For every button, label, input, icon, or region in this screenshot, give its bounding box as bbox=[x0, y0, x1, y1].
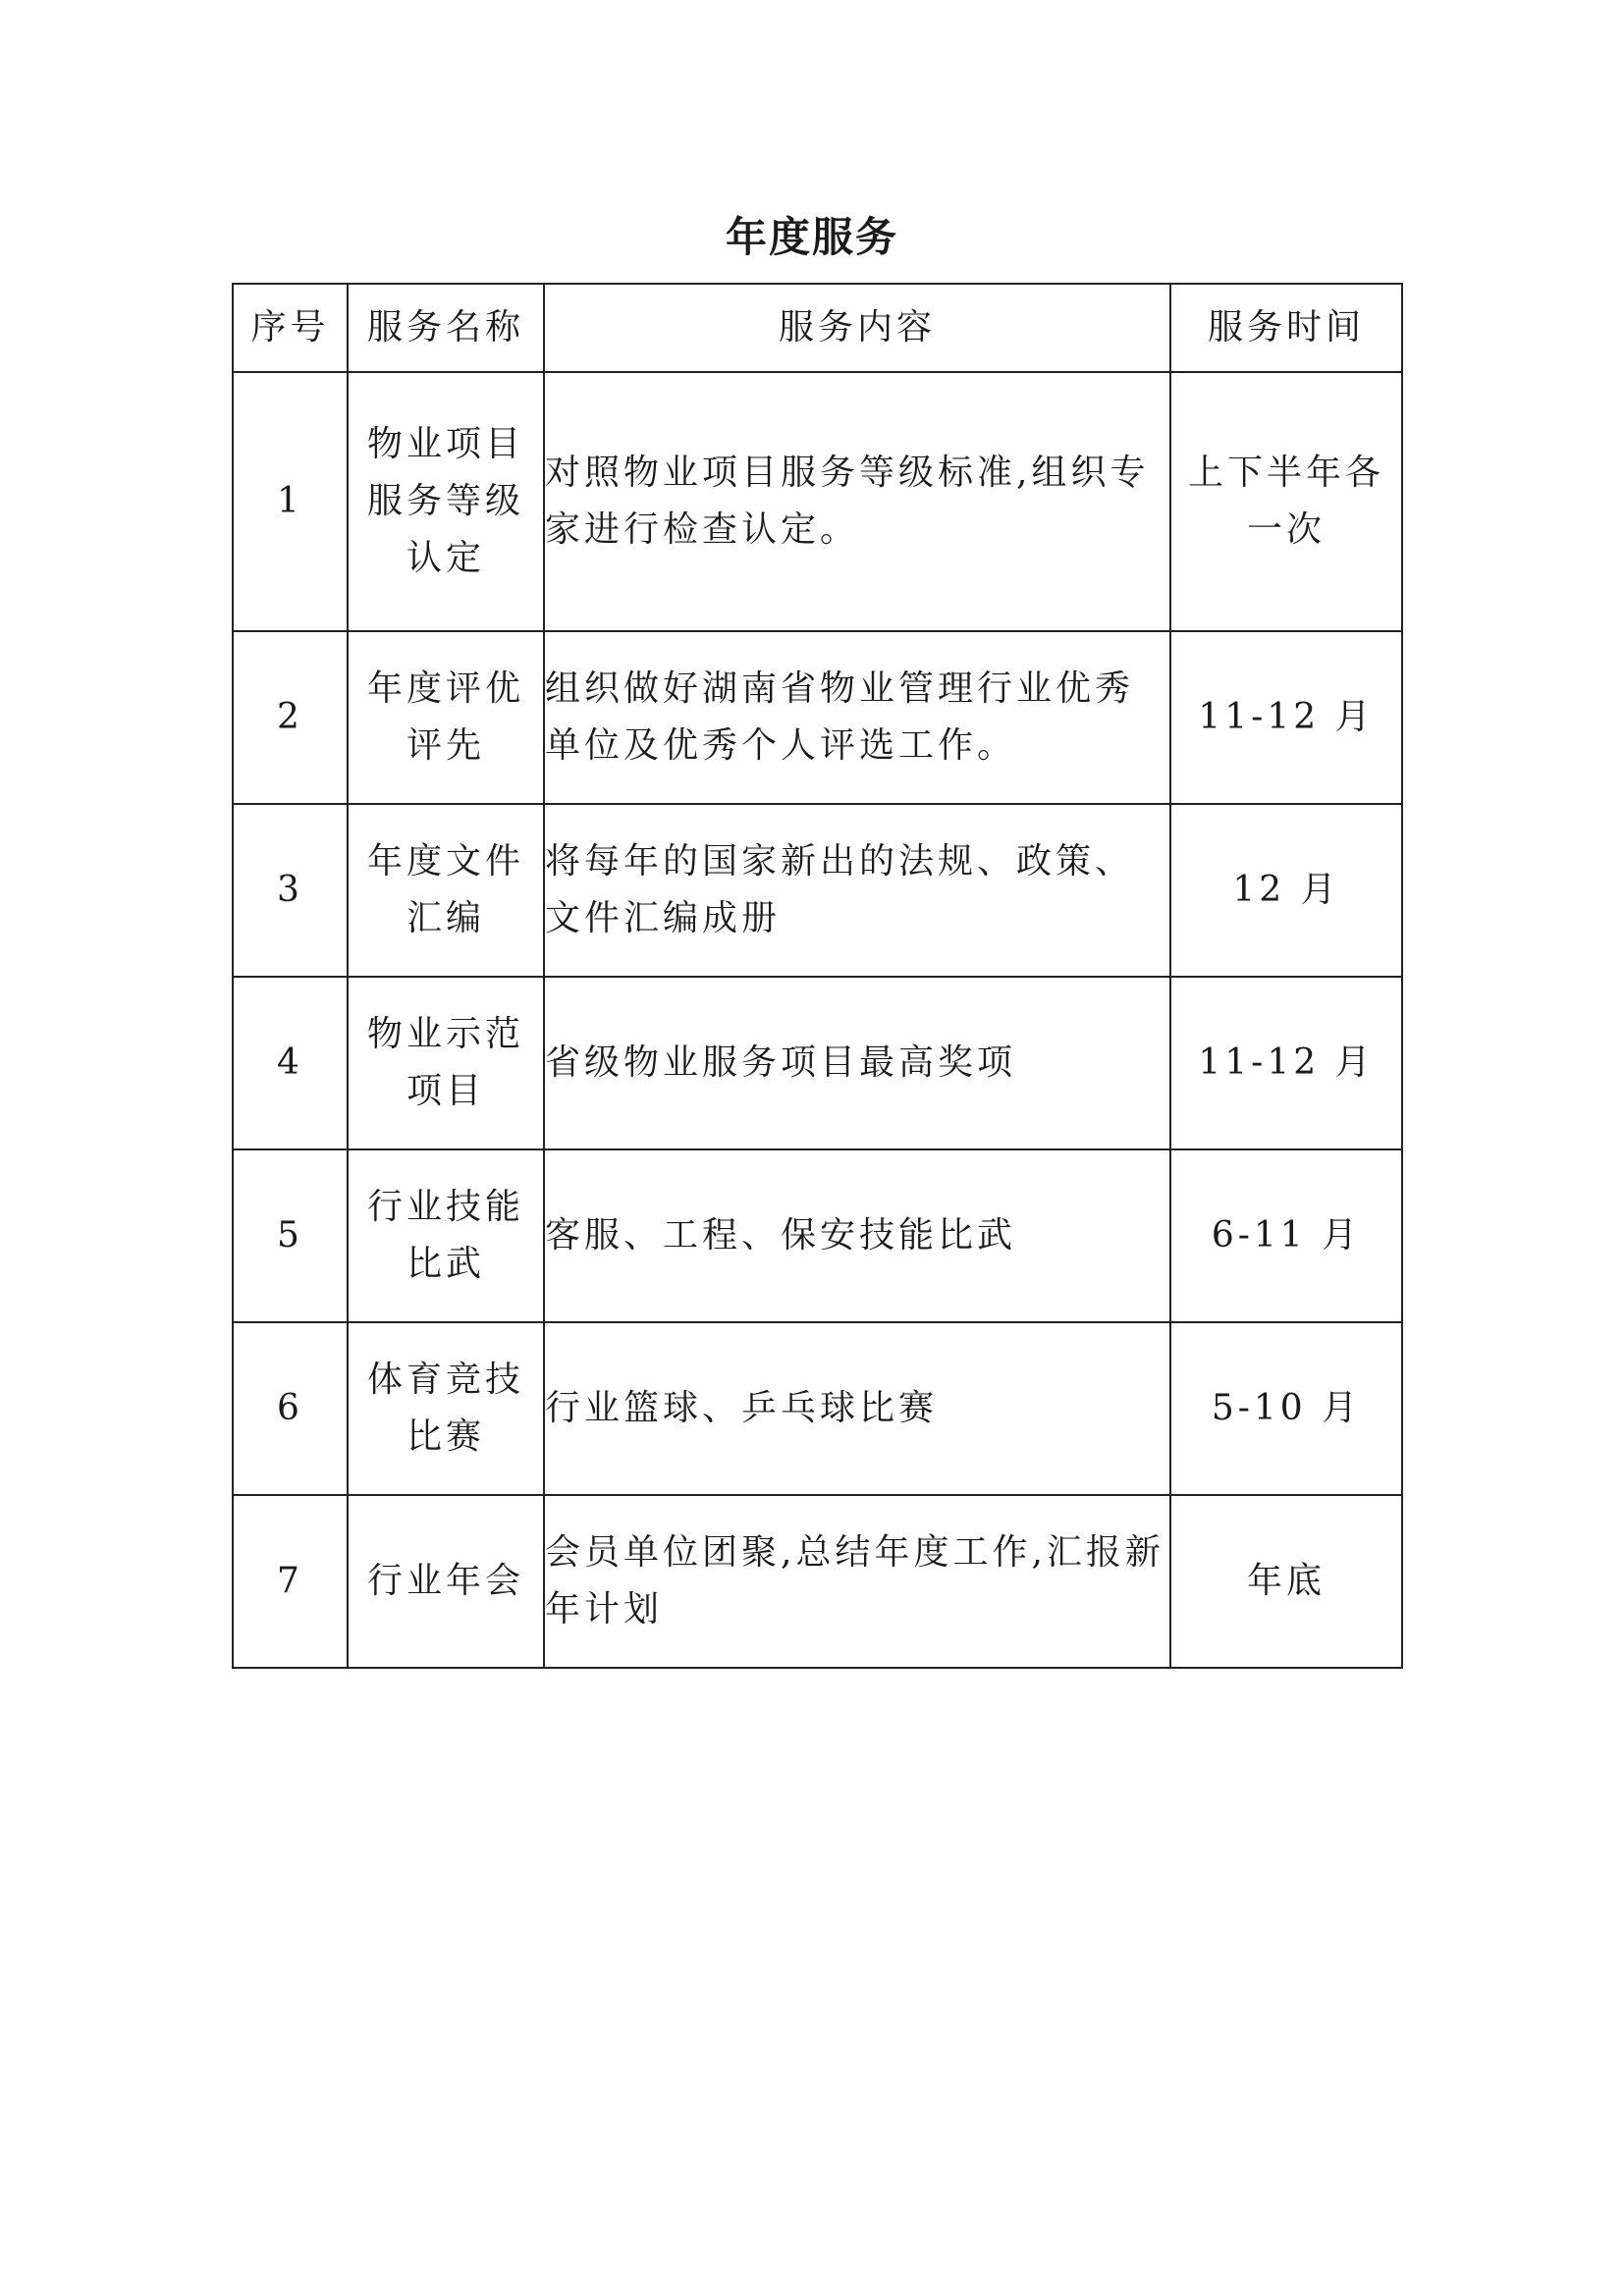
table-header-row bbox=[233, 284, 1402, 372]
row-service-content: 组织做好湖南省物业管理行业优秀单位及优秀个人评选工作。 bbox=[544, 631, 1170, 804]
table-row bbox=[233, 1149, 1402, 1322]
row-no: 5 bbox=[233, 1149, 348, 1322]
table-row bbox=[233, 1322, 1402, 1495]
row-service-time: 5-10 月 bbox=[1170, 1322, 1402, 1495]
table-row bbox=[233, 804, 1402, 977]
row-no: 7 bbox=[233, 1495, 348, 1668]
row-service-content: 客服、工程、保安技能比武 bbox=[544, 1149, 1170, 1322]
header-no: 序号 bbox=[233, 284, 348, 372]
row-service-time: 6-11 月 bbox=[1170, 1149, 1402, 1322]
row-no: 1 bbox=[233, 372, 348, 631]
row-service-name: 行业技能比武 bbox=[348, 1149, 544, 1322]
row-service-time: 11-12 月 bbox=[1170, 631, 1402, 804]
table-row bbox=[233, 1495, 1402, 1668]
row-service-name: 物业示范项目 bbox=[348, 977, 544, 1149]
table-row bbox=[233, 631, 1402, 804]
row-service-time: 12 月 bbox=[1170, 804, 1402, 977]
row-service-name: 年度评优评先 bbox=[348, 631, 544, 804]
row-service-time: 年底 bbox=[1170, 1495, 1402, 1668]
row-no: 6 bbox=[233, 1322, 348, 1495]
header-content: 服务内容 bbox=[544, 284, 1170, 372]
table-row bbox=[233, 372, 1402, 631]
row-service-content: 将每年的国家新出的法规、政策、文件汇编成册 bbox=[544, 804, 1170, 977]
header-name: 服务名称 bbox=[348, 284, 544, 372]
row-service-name: 体育竞技比赛 bbox=[348, 1322, 544, 1495]
annual-service-table bbox=[232, 283, 1403, 1669]
row-service-name: 年度文件汇编 bbox=[348, 804, 544, 977]
row-service-time: 11-12 月 bbox=[1170, 977, 1402, 1149]
row-service-content: 行业篮球、乒乓球比赛 bbox=[544, 1322, 1170, 1495]
row-service-content: 省级物业服务项目最高奖项 bbox=[544, 977, 1170, 1149]
row-no: 3 bbox=[233, 804, 348, 977]
row-service-content: 会员单位团聚,总结年度工作,汇报新年计划 bbox=[544, 1495, 1170, 1668]
row-no: 2 bbox=[233, 631, 348, 804]
row-service-name: 行业年会 bbox=[348, 1495, 544, 1668]
table-row bbox=[233, 977, 1402, 1149]
row-no: 4 bbox=[233, 977, 348, 1149]
row-service-time: 上下半年各一次 bbox=[1170, 372, 1402, 631]
header-time: 服务时间 bbox=[1170, 284, 1402, 372]
row-service-content: 对照物业项目服务等级标准,组织专家进行检查认定。 bbox=[544, 372, 1170, 631]
row-service-name: 物业项目服务等级认定 bbox=[348, 372, 544, 631]
page-title: 年度服务 bbox=[725, 213, 898, 261]
